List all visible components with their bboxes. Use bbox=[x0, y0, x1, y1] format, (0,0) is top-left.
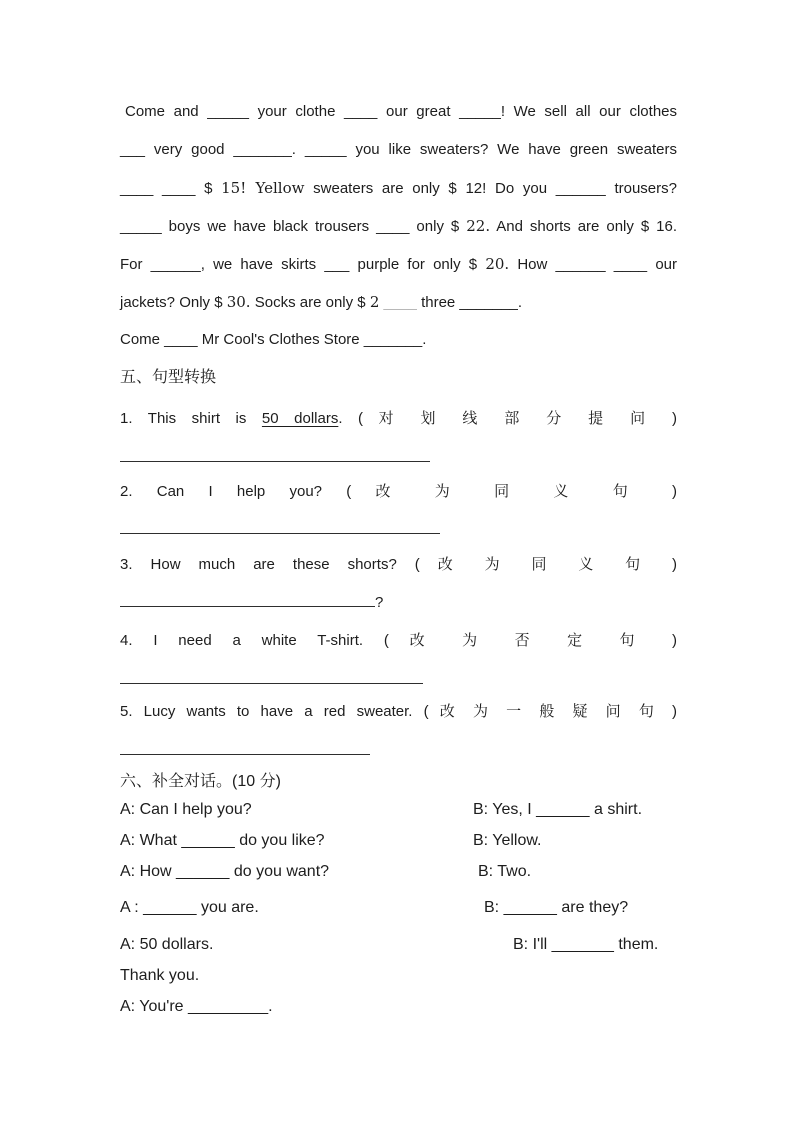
reading-line-7 bbox=[120, 321, 677, 359]
reading-text: For ______, we have skirts ___ purple for only $ bbox=[120, 256, 486, 273]
transform-item-4: 4. I need a white T-shirt. ( 改 为 否 定 句 ) bbox=[120, 632, 677, 649]
answer-line-5 bbox=[120, 754, 370, 755]
worksheet-content bbox=[120, 0, 677, 1022]
reading-text-serif: 15! Yellow bbox=[221, 179, 305, 197]
reading-blank-gray: ____ bbox=[379, 294, 422, 311]
reading-text: Socks are only $ bbox=[250, 294, 370, 311]
reading-text: Come and _____ your clothe ____ our great _____! We sell all our clothes bbox=[125, 103, 677, 120]
answer-line-3 bbox=[120, 591, 677, 615]
dialogue-b-4: B: ______ are they? bbox=[484, 899, 629, 916]
reading-text: three _______. bbox=[421, 294, 522, 311]
dialogue-a-3: A: How ______ do you want? bbox=[120, 863, 330, 880]
dialogue-b-1: B: Yes, I ______ a shirt. bbox=[473, 801, 643, 818]
reading-text: And shorts are only $ 16. bbox=[490, 218, 677, 235]
answer-line-2 bbox=[120, 533, 440, 534]
dialogue-row-3 bbox=[120, 856, 677, 887]
dialogue-thanks-line bbox=[120, 960, 677, 991]
section-five-heading: 五、句型转换 bbox=[120, 369, 217, 386]
reading-text: jackets? Only $ bbox=[120, 294, 227, 311]
reading-line-2 bbox=[120, 131, 677, 169]
item-text: 1. This shirt is bbox=[120, 410, 262, 427]
reading-line-3 bbox=[120, 169, 677, 207]
reading-line-1 bbox=[120, 93, 677, 131]
dialogue-a-1: A: Can I help you? bbox=[120, 801, 252, 818]
reading-passage bbox=[120, 93, 677, 359]
transform-item-2: 2. Can I help you? ( 改 为 同 义 句 ) bbox=[120, 483, 677, 500]
section-six-heading: 六、补全对话。(10 分) bbox=[120, 773, 281, 790]
dialogue-last: A: You're _________. bbox=[120, 998, 273, 1015]
dialogue-b-3: B: Two. bbox=[478, 863, 532, 880]
answer-underline bbox=[120, 591, 375, 607]
reading-text: sweaters are only $ 12! Do you ______ trousers? bbox=[304, 180, 677, 197]
reading-line-4 bbox=[120, 207, 677, 245]
reading-text: How ______ ____ our bbox=[509, 256, 678, 273]
reading-text: ___ very good _______. _____ you like sweaters? We have green sweaters bbox=[120, 141, 677, 158]
dialogue-a-4: A : ______ you are. bbox=[120, 899, 259, 916]
dialogue-last-line bbox=[120, 991, 677, 1022]
transform-item-5: 5. Lucy wants to have a red sweater. ( 改 为 一 般 疑 问 句 ) bbox=[120, 703, 677, 720]
dialogue-row-1 bbox=[120, 794, 677, 825]
reading-text-serif: 2 bbox=[369, 293, 380, 311]
reading-line-6 bbox=[120, 283, 677, 321]
underlined-phrase: 50 dollars bbox=[261, 410, 339, 427]
dialogue-a-5: A: 50 dollars. bbox=[120, 936, 214, 953]
reading-text-serif: 20. bbox=[485, 255, 510, 273]
dialogue-b-5: B: I'll _______ them. bbox=[513, 936, 659, 953]
dialogue-row-4 bbox=[120, 892, 677, 923]
reading-text: ____ ____ $ bbox=[120, 180, 222, 197]
reading-text-serif: 30. bbox=[226, 293, 251, 311]
item-text: . ( 对 划 线 部 分 提 问 ) bbox=[338, 410, 677, 427]
transform-item-1 bbox=[120, 407, 677, 431]
dialogue-b-2: B: Yellow. bbox=[473, 832, 542, 849]
transform-item-3: 3. How much are these shorts? ( 改 为 同 义 句 ) bbox=[120, 556, 677, 573]
dialogue-thanks: Thank you. bbox=[120, 967, 200, 984]
dialogue-row-2 bbox=[120, 825, 677, 856]
reading-text: _____ boys we have black trousers ____ only $ bbox=[120, 218, 467, 235]
answer-line-1 bbox=[120, 461, 430, 462]
answer-line-4 bbox=[120, 683, 423, 684]
reading-text: Come ____ Mr Cool's Clothes Store _______. bbox=[120, 331, 427, 348]
reading-text-serif: 22. bbox=[466, 217, 491, 235]
question-mark: ? bbox=[375, 594, 384, 611]
dialogue-a-2: A: What ______ do you like? bbox=[120, 832, 325, 849]
dialogue-row-5 bbox=[120, 929, 677, 960]
reading-line-5 bbox=[120, 245, 677, 283]
